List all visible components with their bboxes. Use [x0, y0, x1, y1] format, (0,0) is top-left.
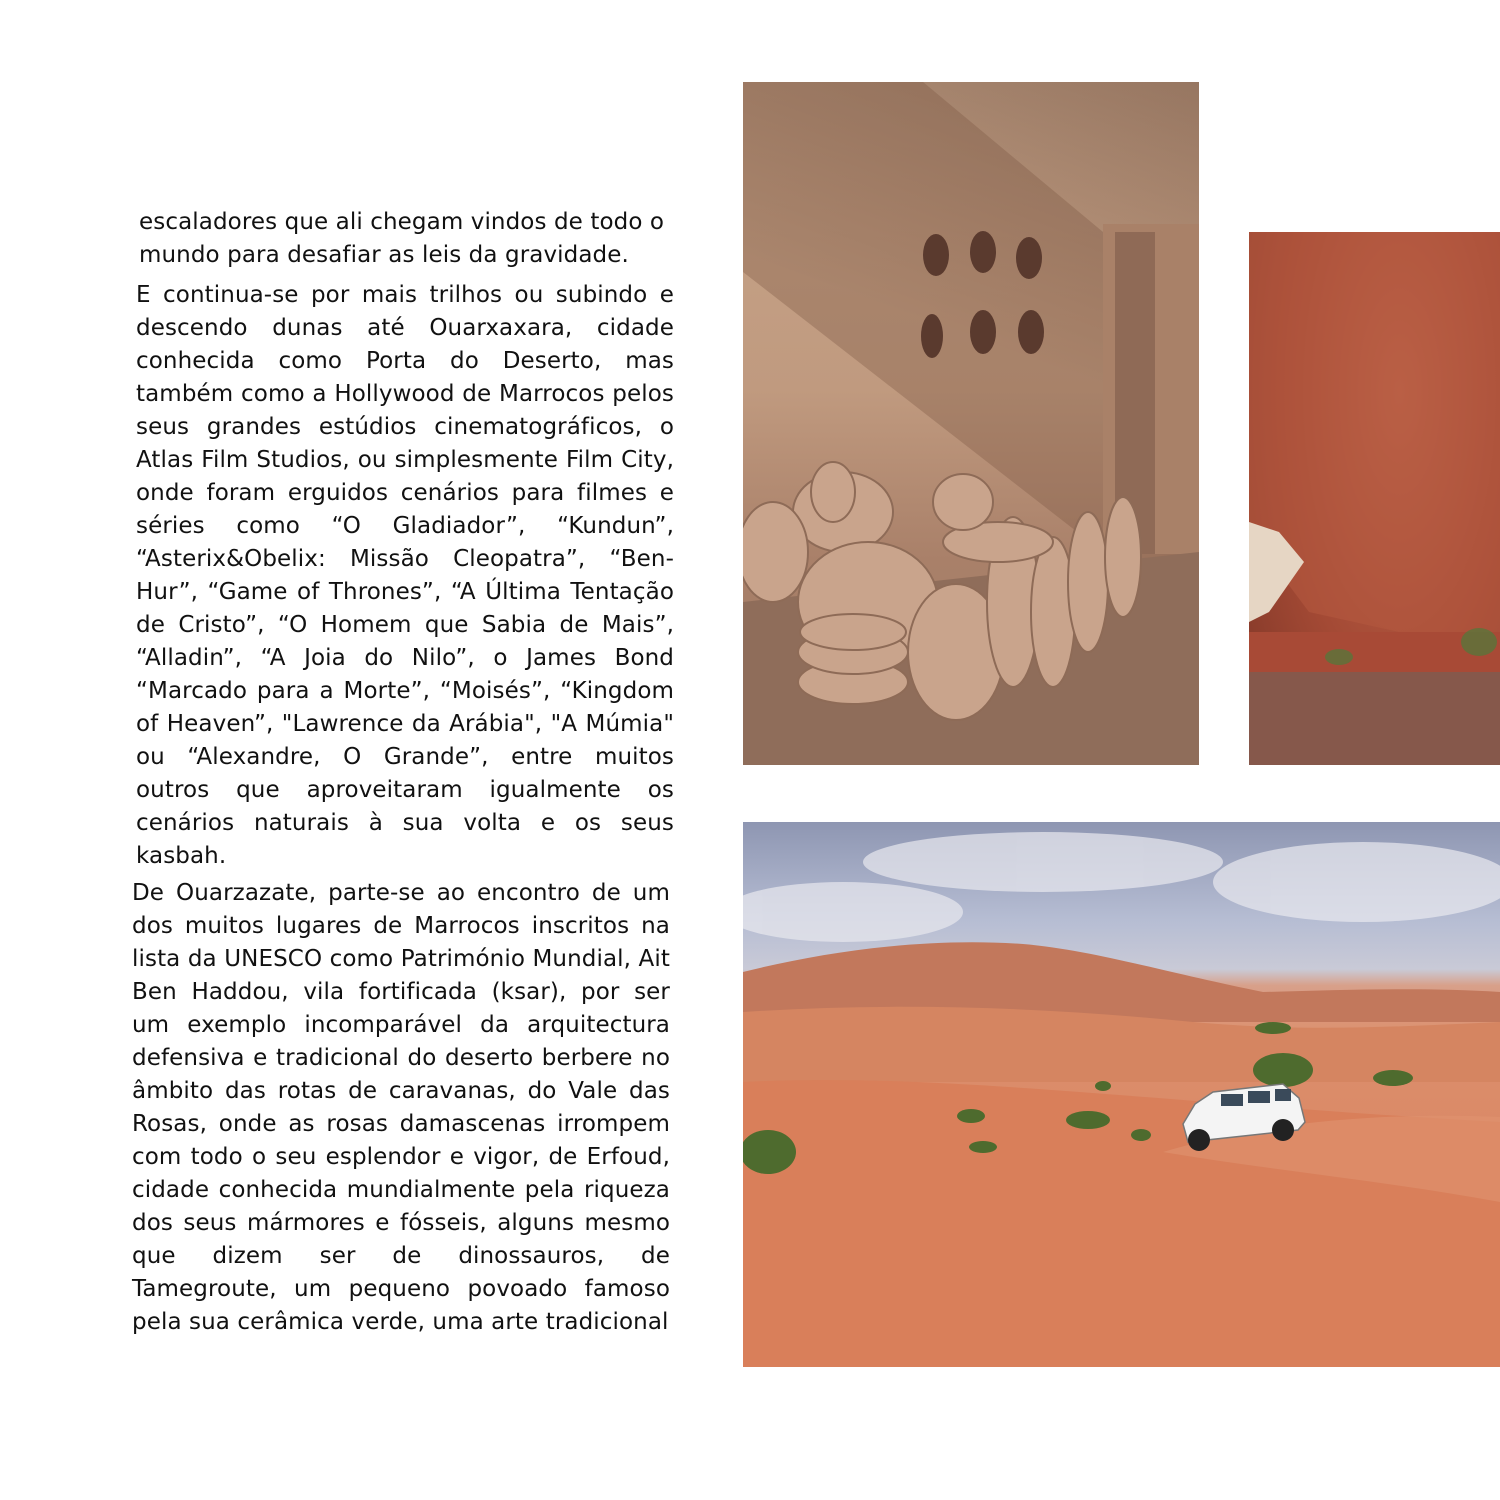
pottery-wall-photo: [743, 82, 1199, 765]
article-paragraph-2: E continua-se por mais trilhos ou subindo e descendo dunas até Ouarxaxara, cidade conhecida como Porta do Deserto, mas também como a Hollywood de Marrocos pelos seus grandes estúdios cinematográficos, o Atlas Film Studios, ou simplesmente Film City, onde foram erguidos cenários para filmes e séries como “O Gladiador”, “Kundun”, “Asterix&Obelix: Missão Cleopatra”, “Ben-Hur”, “Game of Thrones”, “A Última Tentação de Cristo”, “O Homem que Sabia de Mais”, “Alladin”, “A Joia do Nilo”, o James Bond “Marcado para a Morte”, “Moisés”, “Kingdom of Heaven”, "Lawrence da Arábia", "A Múmia" ou “Alexandre, O Grande”, entre muitos outros que aproveitaram igualmente os cenários naturais à sua volta e os seus kasbah.: [136, 282, 674, 869]
article-paragraph-3: De Ouarzazate, parte-se ao encontro de um dos muitos lugares de Marrocos inscritos na lista da UNESCO como Património Mundial, Ait Ben Haddou, vila fortificada (ksar), por ser um exemplo incomparável da arquitectura defensiva e tradicional do deserto berbere no âmbito das rotas de caravanas, do Vale das Rosas, onde as rosas damascenas irrompem com todo o seu esplendor e vigor, de Erfoud, cidade conhecida mundialmente pela riqueza dos seus mármores e fósseis, alguns mesmo que dizem ser de dinossauros, de Tamegroute, um pequeno povoado famoso pela sua cerâmica verde, uma arte tradicional: [132, 880, 670, 1335]
desert-dunes-illustration: [743, 822, 1500, 1367]
red-canyon-photo: [1249, 232, 1500, 765]
pottery-wall-illustration: [743, 82, 1199, 765]
desert-dunes-photo: [743, 822, 1500, 1367]
red-canyon-illustration: [1249, 232, 1500, 765]
article-paragraph-1: escaladores que ali chegam vindos de todo o mundo para desafiar as leis da gravidade.: [139, 209, 665, 268]
